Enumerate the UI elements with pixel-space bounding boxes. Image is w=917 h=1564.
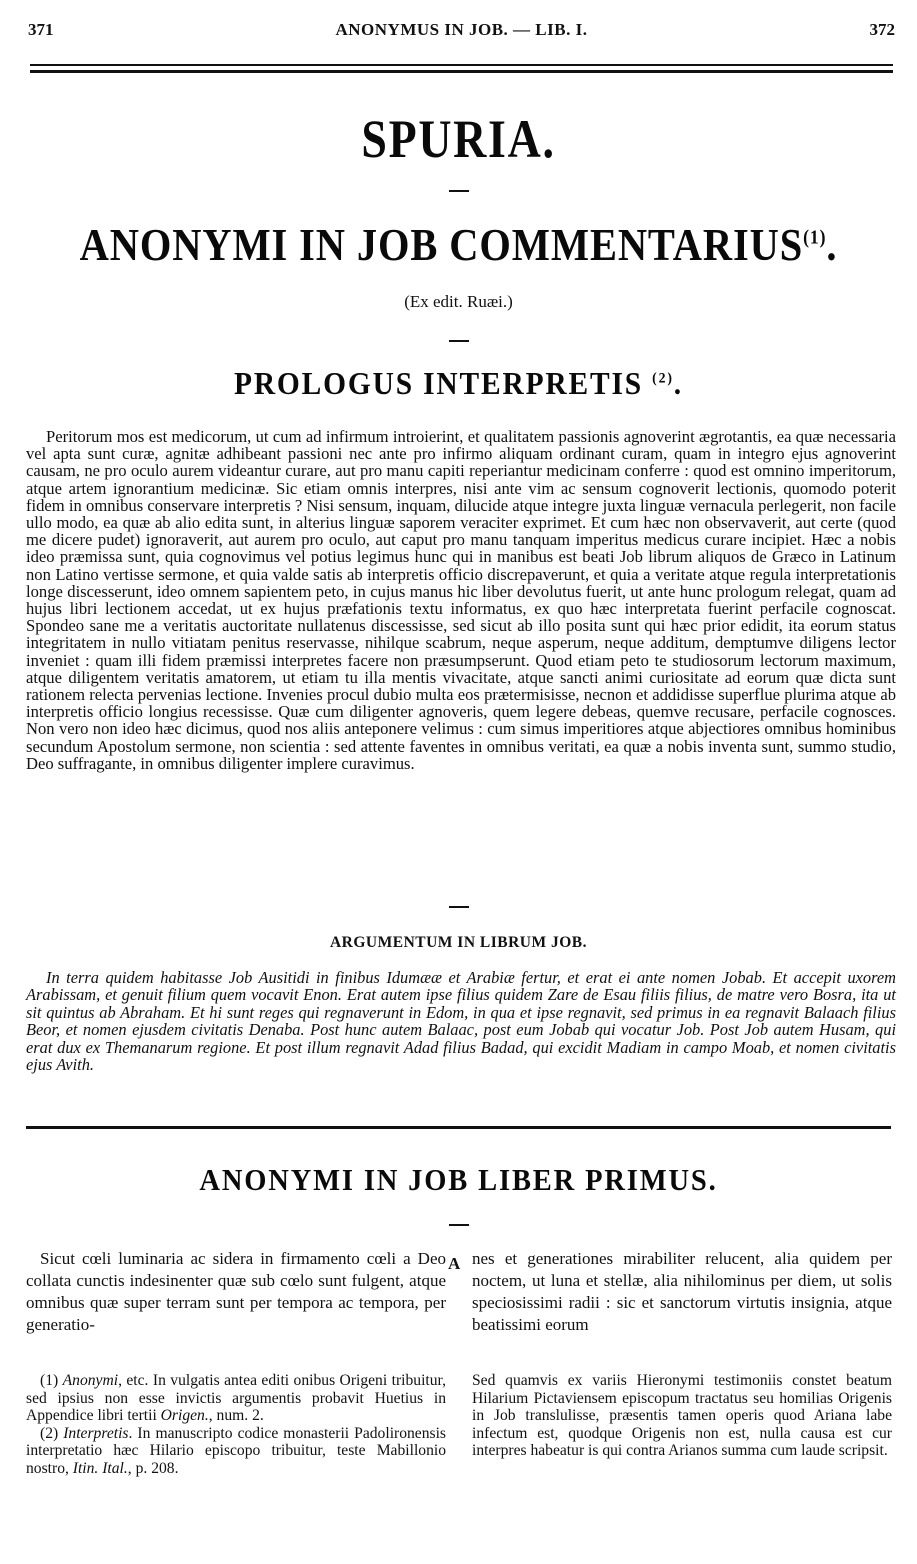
title-prologus-period: .	[673, 365, 683, 401]
footnote-ref: Origen.	[160, 1407, 209, 1425]
footnote-tail: , p. 208.	[127, 1459, 179, 1477]
footnote-2	[26, 1425, 446, 1478]
header-rule-thin	[30, 64, 893, 66]
footnotes-left	[26, 1372, 446, 1478]
section-rule	[26, 1126, 891, 1129]
title-dash	[449, 1224, 469, 1226]
footnote-lead: Interpretis	[63, 1424, 129, 1442]
footnote-ref: Itin. Ital.	[72, 1459, 128, 1477]
text-column-right: nes et generationes mirabiliter relucent, alia quidem per noctem, ut luna et stellæ, alia nihilominus per diem, ut solis speciosissimi radii : sic et sanctorum virtutis insignia, atque beatissimi eorum	[472, 1249, 892, 1334]
running-title: ANONYMUS IN JOB. — LIB. I.	[335, 20, 588, 39]
header-rule-thick	[30, 70, 893, 73]
title-prologus	[37, 365, 881, 402]
title-prologus-text: PROLOGUS INTERPRETIS	[234, 365, 643, 401]
page-number-left: 371	[28, 20, 54, 39]
footnote-lead: Anonymi	[62, 1372, 119, 1389]
footnote-text: . In manuscripto codice monasterii Padolironensis interpretatio hæc Hilario episcopo tribuitur, teste Mabillonio nostro,	[26, 1424, 446, 1477]
footnote-number: (1)	[40, 1372, 59, 1389]
footnote-text: , etc. In vulgatis antea editi onibus Origeni tribuitur, sed ipsius non esse invictis argumentis probavit Huetius in Appendice libri tertii	[26, 1372, 446, 1425]
text-column-left: Sicut cœli luminaria ac sidera in firmamento cœli a Deo collata cunctis indesinenter quæ sub cœlo sunt fulgent, atque omnibus quæ super terram sunt per tempora ac tempora, per generatio-	[26, 1249, 446, 1334]
title-spuria: SPURIA.	[361, 109, 556, 169]
running-head	[28, 18, 895, 44]
title-commentarius-text: ANONYMI IN JOB COMMENTARIUS	[79, 219, 804, 270]
argumentum-heading: ARGUMENTUM IN LIBRUM JOB.	[329, 934, 588, 951]
footnote-ref-2: (2)	[652, 370, 674, 387]
column-marker: A	[448, 1254, 461, 1273]
page-number-right: 372	[869, 20, 895, 39]
title-commentarius-period: .	[826, 219, 838, 270]
title-dash	[449, 340, 469, 342]
prologus-paragraph: Peritorum mos est medicorum, ut cum ad infirmum introierint, et qualitatem passionis agnoverint ægrotantis, ea quæ necessaria vel apta sunt curæ, agnitæ adhibeant passioni nec ante pro infirmo aliquam ordinant curam, quam in integro ejus agnoverint causam, ne pro oculo aurem videantur curare, aut pro manu capiti reperiantur medicinam conferre : quod est omnino imperitorum, atque artem ignorantium medicinæ. Sic etiam omnis interpres, nisi ante vim ac sensum cognoverit lectionis, quomodo poterit fidem in omnibus conservare interpretis ? Nisi sensum, inquam, dilucide atque integre juxta linguæ vernacula perlegerit, non facile ullo modo, ea quæ ab alio edita sunt, in alterius linguæ saporem veraciter exprimet. Et cum hæc non observaverit, aut certe (quod me dicere pudet) ignoraverit, aut aurem pro oculo, aut caput pro manu tanquam imperitus medicus curare incipiet. Hæc a nobis ideo præmissa sunt, quia cognovimus vel potius legimus hunc qui in manibus est beati Job librum aliquos de Græco in Latinum non Latino vertisse sermone, et quia valde satis ab interpretis officio discrepaverunt, et quia a veritate atque regula interpretationis longe discesserunt, ideo omnem sapientem peto, in cujus manus hic liber devolutus fuerit, ut ante hunc prologum relegat, quam ad hujus libri lectionem accedat, ut ex hujus præfationis textu informatus, ex quo hæc interpretata fuerint perfacile cognoscat. Spondeo sane me a veritatis auctoritate nullatenus discessisse, sed sicut ab illo posita sunt qui hæc prior edidit, ita eorum status integritatem in nullo vitiatam penitus reservasse, nihilque scabrum, neque asperum, neque additum, demptumve diligens lector inveniet : quam illi fidem præmissi interpretes facere non præsumpserunt. Quod etiam peto te studiosorum lectorum maximum, atque diligentem veritatis amatorem, ut etiam tu illa mentis vivacitate, atque sancti animi curiositate ad eorum quæ dicta sunt rationem relecta pervenias lectione. Invenies procul dubio multa eos prætermisisse, necnon et addidisse superflue plurima atque ab interpretis officio longius recessisse. Quæ cum diligenter agnoveris, quem legere debeas, quemve recusare, perfacile cognosces. Non vero non ideo hæc dicimus, quod nos aliis anteponere velimus : cum simus imperitiores atque abjectiores omnibus hominibus secundum Apostolum sermone, non scientia : sed attente faventes in omnibus veritati, ea quæ a nobis inventa sunt, summo studio, Deo suffragante, in omnibus diligenter implere curavimus.	[26, 427, 896, 773]
title-liber-primus: ANONYMI IN JOB LIBER PRIMUS.	[199, 1162, 718, 1197]
argumentum-paragraph: In terra quidem habitasse Job Ausitidi in finibus Idumææ et Arabiæ fertur, et erat ei ante nomen Jobab. Et accepit uxorem Arabissam, et genuit filium quem vocavit Enon. Erat autem ipse filius quidem Zare de Esau filiis filius, de matre vero Bosra, ita ut sit quintus ab Abraham. Et hi sunt reges qui regnaverunt in Edom, in qua et ipse regnavit, sed primus in ea regnavit Balaach filius Beor, et nomen ejusdem civitatis Denaba. Post hunc autem Balaac, post eum Jobab qui vocatur Job. Post Job autem Husam, qui erat dux ex Themanarum regione. Et post illum regnavit Adad filius Badad, qui excidit Madiam in campo Moab, et nomen civitatis ejus Avith.	[26, 968, 896, 1075]
footnote-tail: , num. 2.	[208, 1407, 264, 1425]
footnotes-right: Sed quamvis ex variis Hieronymi testimoniis constet beatum Hilarium Pictaviensem episcopum tractatus seu homilias Origenis in Job translulisse, præsentis tamen operis quod Ariana labe infectum est, quodque Origenis non est, nulla causa est cur interpres habeatur is qui contra Arianos summa cum laude scripsit.	[472, 1372, 892, 1460]
footnote-ref-1: (1)	[803, 226, 827, 249]
section-dash	[449, 906, 469, 908]
footnote-number: (2)	[40, 1424, 59, 1442]
footnote-1	[26, 1372, 446, 1425]
edition-note: (Ex edit. Ruæi.)	[404, 292, 513, 311]
title-dash	[449, 190, 469, 192]
title-commentarius	[55, 218, 862, 271]
